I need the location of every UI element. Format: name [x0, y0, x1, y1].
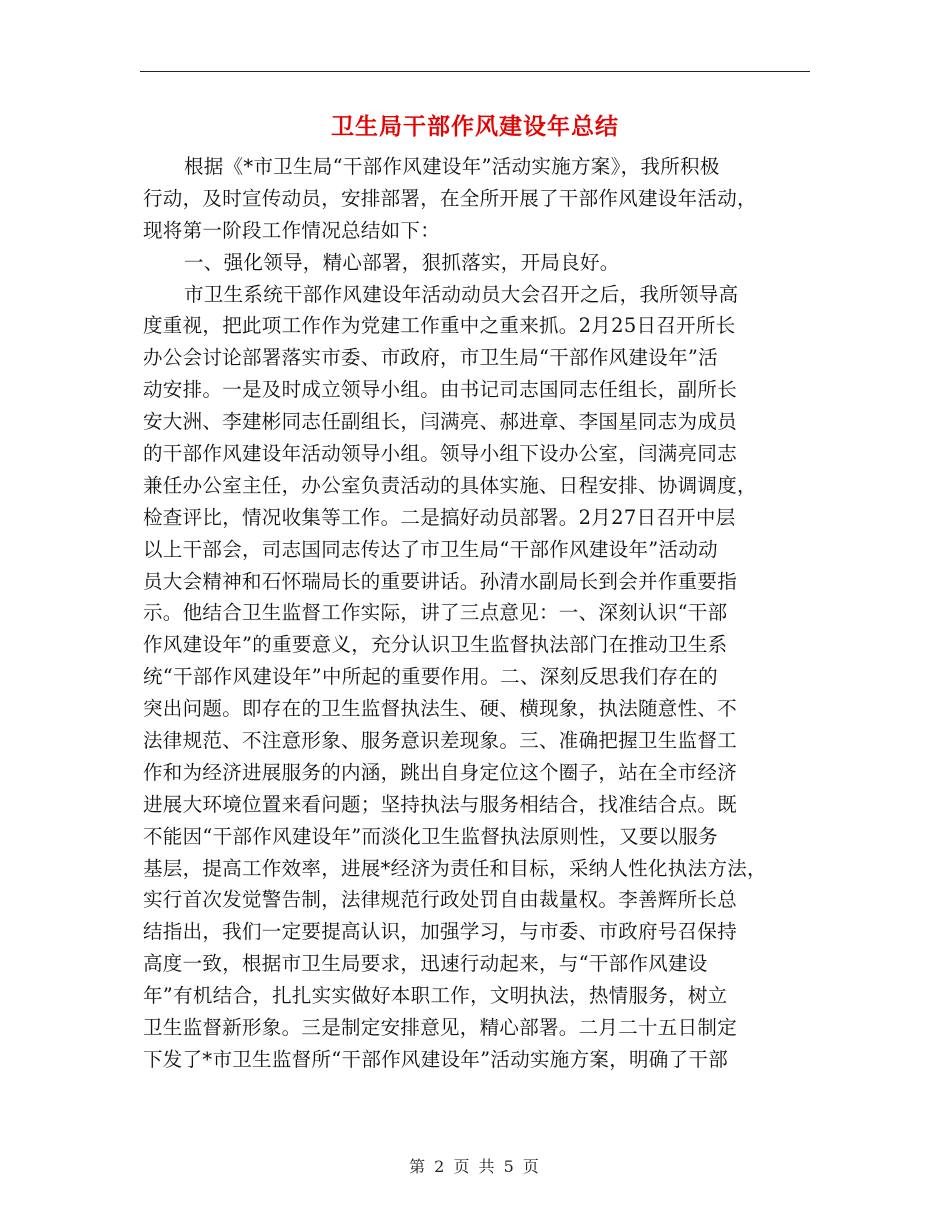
text-line: 结指出，我们一定要提高认识，加强学习，与市委、市政府号召保持 [143, 920, 738, 944]
text-line: 高度一致，根据市卫生局要求，迅速行动起来，与“干部作风建设 [143, 952, 708, 976]
text-line: 基层，提高工作效率，进展*经济为责任和目标，采纳人性化执法方法， [143, 856, 767, 880]
text-line: 检查评比，情况收集等工作。二是搞好动员部署。2月27日召开中层 [143, 505, 736, 529]
text-line: 行动，及时宣传动员，安排部署，在全所开展了干部作风建设年活动， [143, 186, 757, 210]
text-line: 兼任办公室主任，办公室负责活动的具体实施、日程安排、协调调度， [143, 473, 757, 497]
text-line: 安大洲、李建彬同志任副组长，闫满亮、郝进章、李国星同志为成员 [143, 410, 738, 434]
header-rule [140, 71, 810, 72]
text-line: 统“干部作风建设年”中所起的重要作用。二、深刻反思我们存在的 [143, 665, 718, 689]
text-line: 度重视，把此项工作作为党建工作重中之重来抓。2月25日召开所长 [143, 314, 736, 338]
text-line: 下发了*市卫生监督所“干部作风建设年”活动实施方案，明确了干部 [143, 1047, 728, 1071]
text-line: 办公会讨论部署落实市委、市政府，市卫生局“干部作风建设年”活 [143, 346, 718, 370]
text-line: 法律规范、不注意形象、服务意识差现象。三、准确把握卫生监督工 [143, 729, 738, 753]
text-line: 的干部作风建设年活动领导小组。领导小组下设办公室，闫满亮同志 [143, 442, 738, 466]
document-body [143, 151, 813, 1076]
text-line: 作风建设年”的重要意义，充分认识卫生监督执法部门在推动卫生系 [143, 633, 728, 657]
text-line: 卫生监督新形象。三是制定安排意见，精心部署。二月二十五日制定 [143, 1016, 738, 1040]
text-line: 示。他结合卫生监督工作实际，讲了三点意见：一、深刻认识“干部 [143, 601, 728, 625]
text-line: 进展大环境位置来看问题；坚持执法与服务相结合，找准结合点。既 [143, 792, 738, 816]
text-line: 作和为经济进展服务的内涵，跳出自身定位这个圈子，站在全市经济 [143, 760, 738, 784]
text-line: 现将第一阶段工作情况总结如下： [143, 218, 441, 242]
text-line: 市卫生系统干部作风建设年活动动员大会召开之后，我所领导高 [184, 282, 739, 306]
text-line: 实行首次发觉警告制，法律规范行政处罚自由裁量权。李善辉所长总 [143, 888, 738, 912]
text-line: 以上干部会，司志国同志传达了市卫生局“干部作风建设年”活动动 [143, 537, 718, 561]
text-line: 员大会精神和石怀瑞局长的重要讲话。孙清水副局长到会并作重要指 [143, 569, 738, 593]
text-line: 突出问题。即存在的卫生监督执法生、硬、横现象，执法随意性、不 [143, 697, 738, 721]
text-line: 不能因“干部作风建设年”而淡化卫生监督执法原则性，又要以服务 [143, 824, 718, 848]
text-line: 根据《*市卫生局“干部作风建设年”活动实施方案》，我所积极 [184, 155, 720, 178]
text-line: 年”有机结合，扎扎实实做好本职工作，文明执法，热情服务，树立 [143, 984, 728, 1008]
page-number-footer: 第 2 页 共 5 页 [409, 1157, 541, 1176]
text-line: 动安排。一是及时成立领导小组。由书记司志国同志任组长，副所长 [143, 378, 738, 402]
section-heading: 一、强化领导，精心部署，狠抓落实，开局良好。 [184, 250, 620, 274]
document-title: 卫生局干部作风建设年总结 [331, 113, 619, 140]
